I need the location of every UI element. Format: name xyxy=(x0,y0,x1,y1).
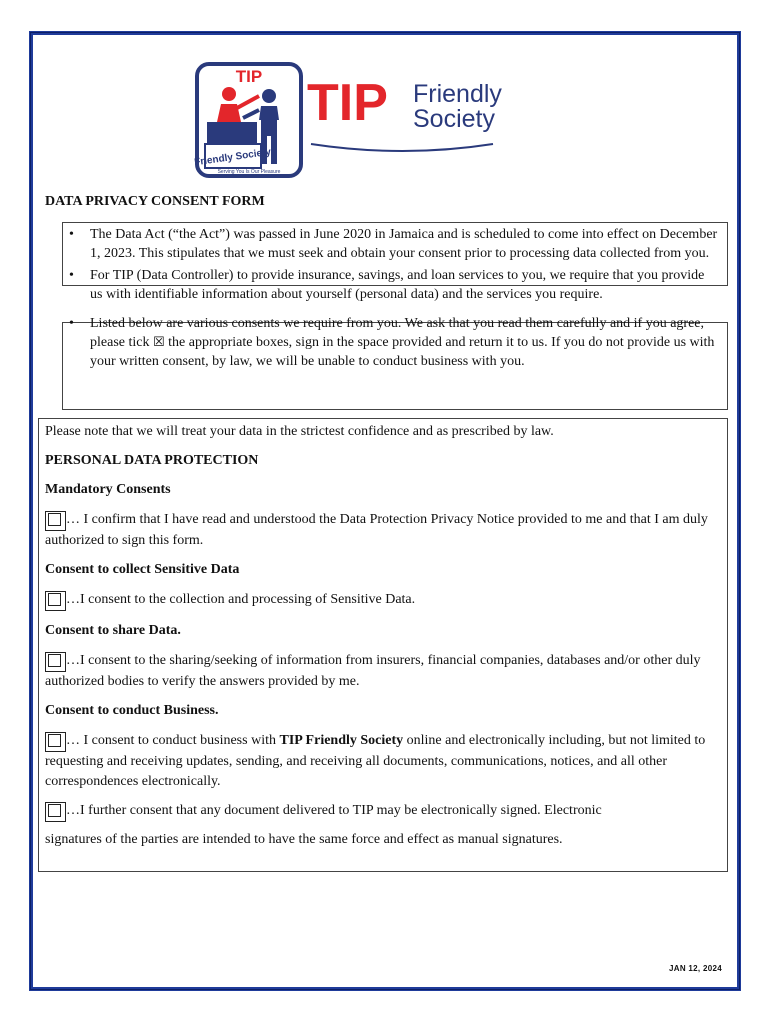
mandatory-checkbox[interactable] xyxy=(45,511,66,531)
esignature-text: …I further consent that any document delivered to TIP may be electronically signed. Electronic xyxy=(66,803,602,818)
mandatory-consent-text: … I confirm that I have read and understood the Data Protection Privacy Notice provided to me and that I am duly authorized to sign this form. xyxy=(45,512,708,548)
bullet-data-controller: • For TIP (Data Controller) to provide insurance, savings, and loan services to you, we require that you provide us with identifiable information about yourself (personal data) and the services you require. xyxy=(66,266,718,304)
sensitive-data-item xyxy=(45,590,725,611)
checkbox-icon xyxy=(48,734,61,747)
section-title: PERSONAL DATA PROTECTION xyxy=(45,453,259,468)
form-title: DATA PRIVACY CONSENT FORM xyxy=(45,194,265,209)
wordmark-friendly: Friendly xyxy=(413,80,502,108)
bullet-consent-instructions xyxy=(66,314,718,371)
conduct-business-heading: Consent to conduct Business. xyxy=(45,703,219,718)
badge-label-text: Friendly Society xyxy=(193,146,272,169)
confidentiality-note: Please note that we will treat your data in the strictest confidence and as prescribed by law. xyxy=(45,424,554,439)
share-data-text: …I consent to the sharing/seeking of information from insurers, financial companies, databases and/or other duly authorized bodies to verify the answers provided by me. xyxy=(45,653,701,689)
sensitive-data-text: …I consent to the collection and processing of Sensitive Data. xyxy=(66,592,416,607)
sensitive-data-checkbox[interactable] xyxy=(45,591,66,611)
checkbox-icon xyxy=(48,804,61,817)
sensitive-data-heading: Consent to collect Sensitive Data xyxy=(45,562,240,577)
instructions-post: the appropriate boxes, sign in the space provided and return it to us. If you do not provide us with your written consent, by law, we will be unable to conduct business with you. xyxy=(90,335,715,369)
company-name: TIP Friendly Society xyxy=(279,733,404,748)
checkbox-icon xyxy=(48,513,61,526)
checkbox-icon xyxy=(48,654,61,667)
esignature-item xyxy=(45,801,725,822)
share-data-item xyxy=(45,651,725,692)
instructions-pre: Listed below are various consents we require from you. We ask that you read them carefully and if you agree, please tick xyxy=(90,316,705,350)
business-text-post: online and electronically including, but not limited to requesting and receiving updates, sending, and receiving all documents, communications, notices, and all other correspondences electronically. xyxy=(45,733,706,789)
badge-top-text: TIP xyxy=(235,67,263,86)
intro-bullet-list xyxy=(66,225,718,371)
share-data-checkbox[interactable] xyxy=(45,652,66,672)
wordmark-society: Society xyxy=(413,105,495,133)
business-text-pre: … I consent to conduct business with xyxy=(66,733,280,748)
checkbox-icon xyxy=(48,593,61,606)
bullet-data-act: • The Data Act (“the Act”) was passed in June 2020 in Jamaica and is scheduled to come into effect on December 1, 2023. This stipulates that we must seek and obtain your consent prior to processing data collected from you. xyxy=(66,225,718,263)
esignature-text-continued: signatures of the parties are intended to have the same force and effect as manual signatures. xyxy=(45,832,563,847)
date-stamp: JAN 12, 2024 xyxy=(669,964,722,973)
share-data-heading: Consent to share Data. xyxy=(45,623,181,638)
ticked-box-icon: ☒ xyxy=(152,335,165,350)
tip-friendly-society-logo xyxy=(193,60,523,188)
esignature-checkbox[interactable] xyxy=(45,802,66,822)
mandatory-consent-item xyxy=(45,510,725,551)
mandatory-consents-heading: Mandatory Consents xyxy=(45,482,171,497)
tip-wordmark: TIP xyxy=(307,74,388,132)
conduct-business-item xyxy=(45,731,725,792)
conduct-business-checkbox[interactable] xyxy=(45,732,66,752)
tagline-text: Serving You Is Our Pleasure xyxy=(217,169,281,175)
